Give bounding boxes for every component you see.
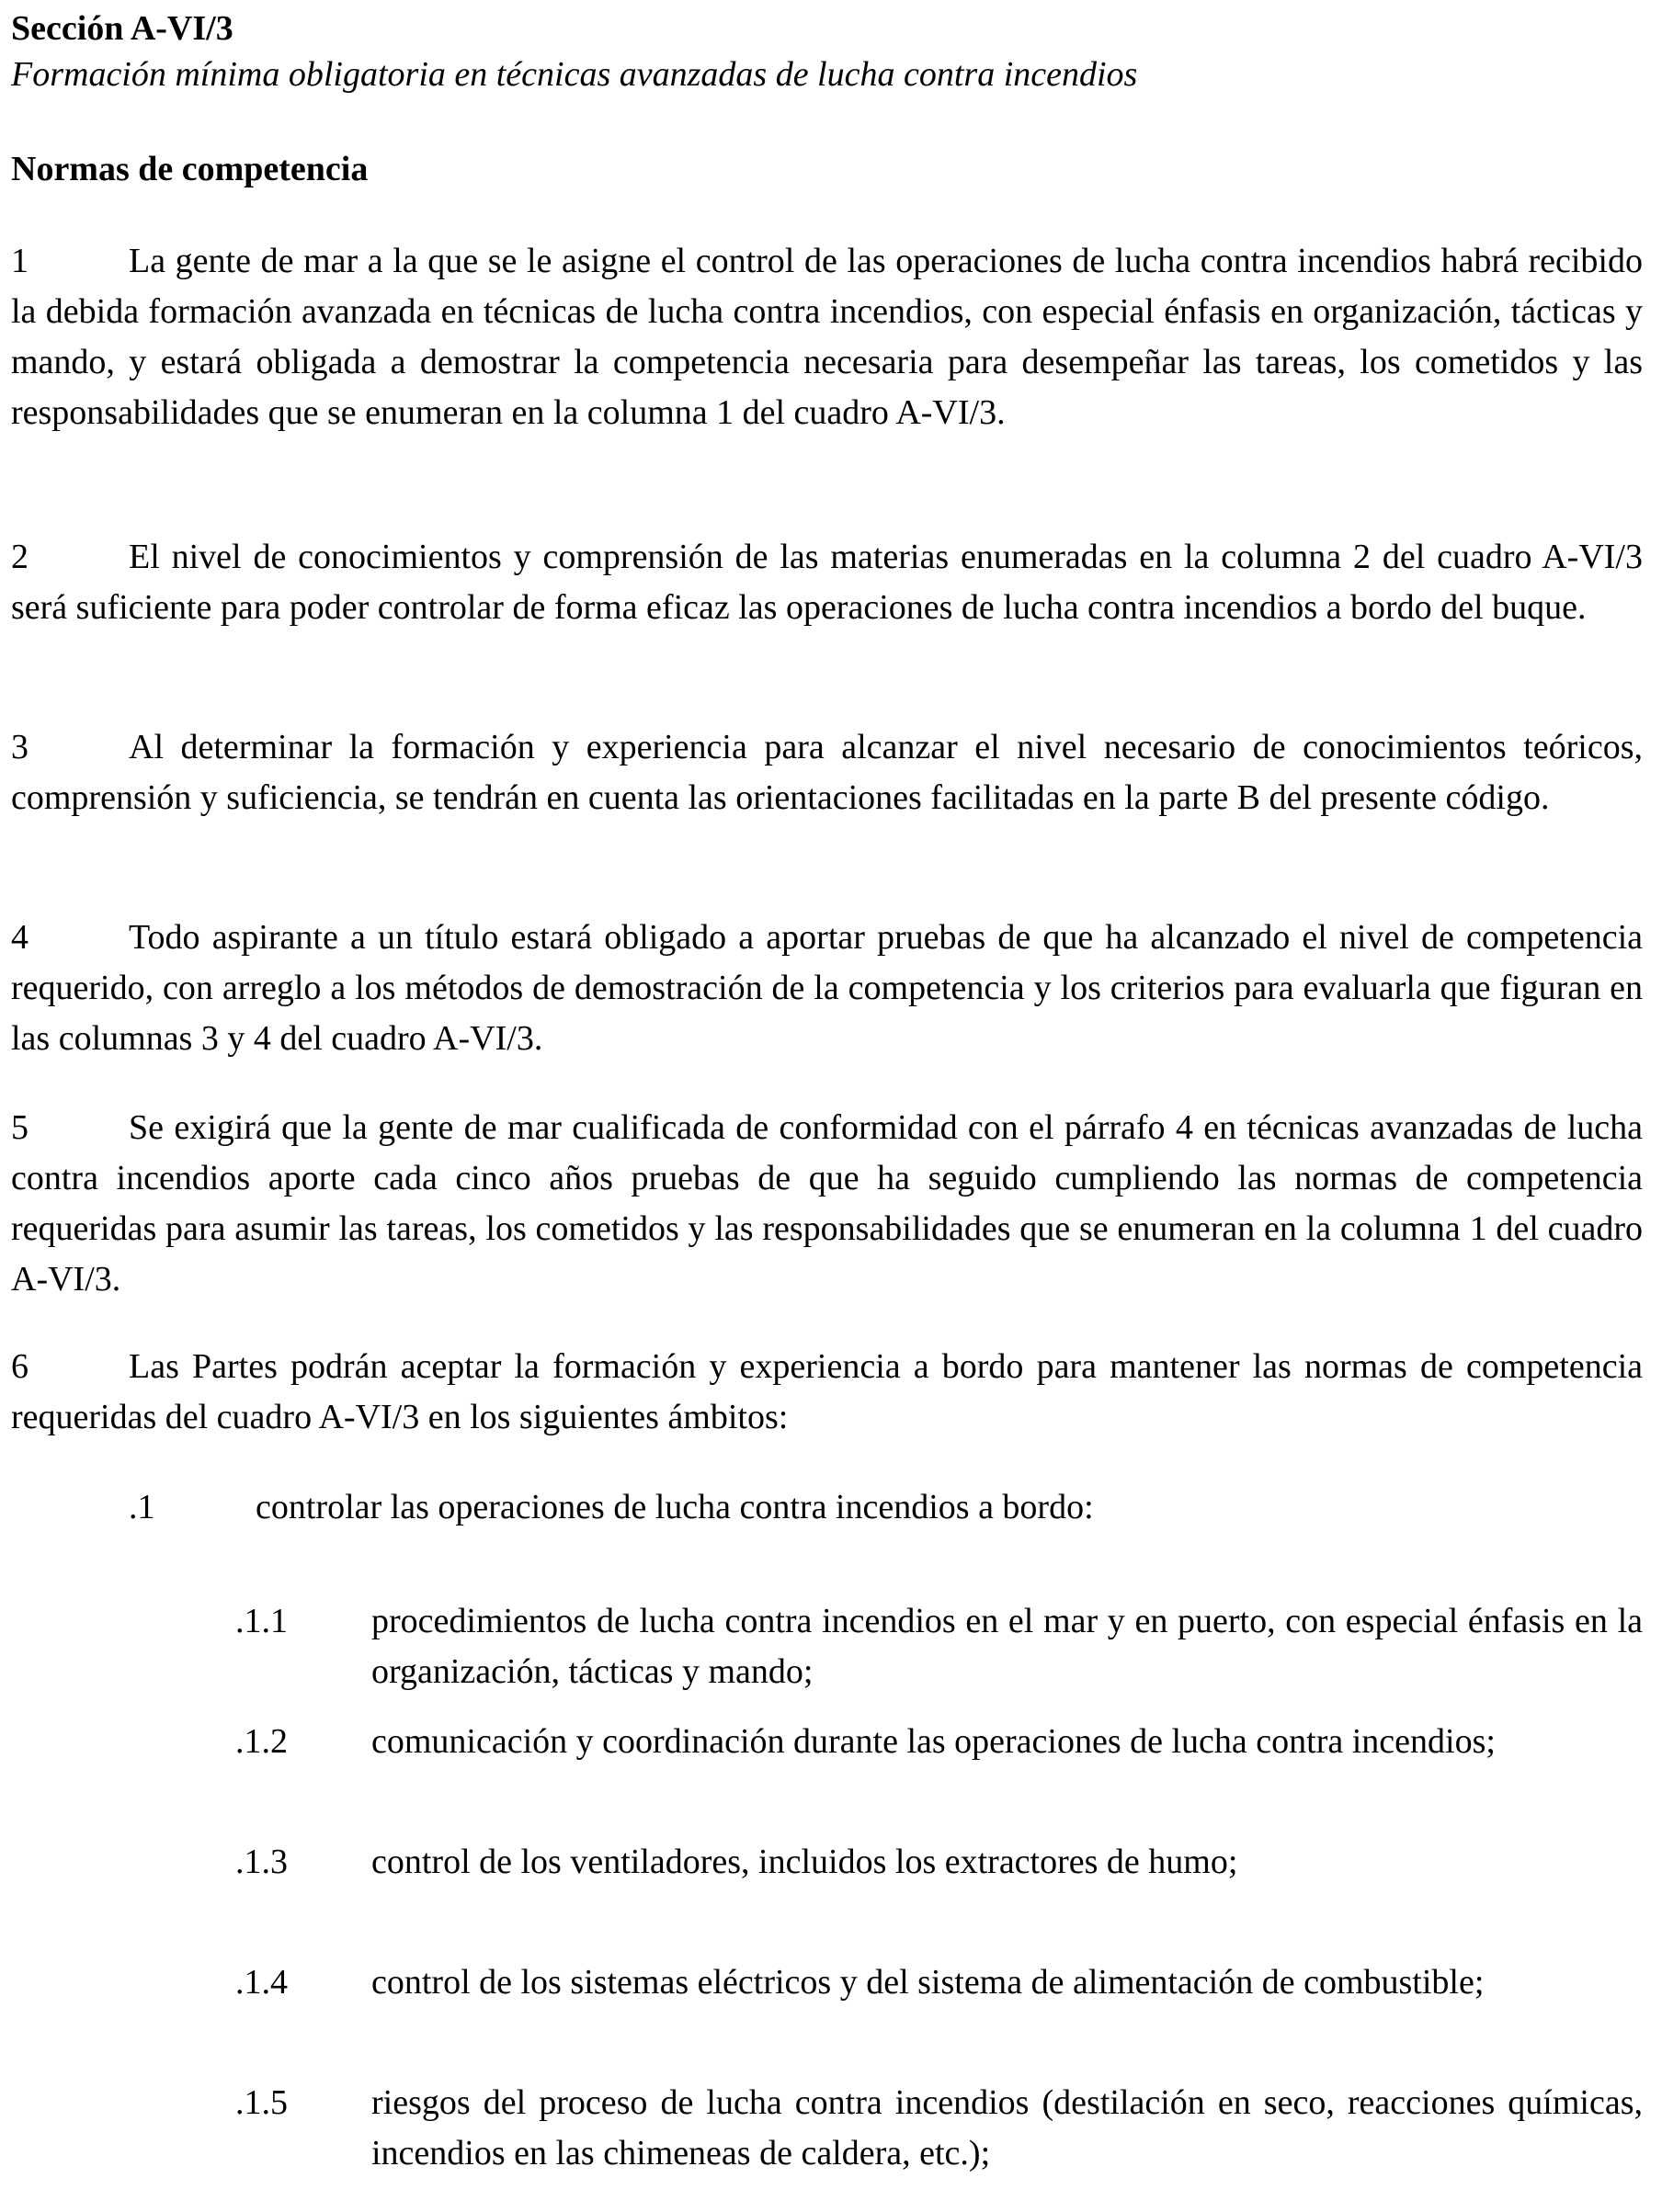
list-item-number: .1	[129, 1488, 155, 1526]
paragraph-text: Se exigirá que la gente de mar cualificada de conformidad con el párrafo 4 en técnicas avanzadas de lucha contra incendios aporte cada cinco años pruebas de que ha seguido cumpliendo las normas de competencia requeridas para asumir las tareas, los cometidos y las responsabilidades que se enumeran en la columna 1 del cuadro A-VI/3.	[11, 1108, 1643, 1299]
paragraph-text: Al determinar la formación y experiencia para alcanzar el nivel necesario de conocimientos teóricos, comprensión y suficiencia, se tendrán en cuenta las orientaciones facilitadas en la parte B del presente código.	[11, 728, 1643, 817]
sub-item-number: .1.1	[235, 1602, 288, 1640]
list-item-text: controlar las operaciones de lucha contra incendios a bordo:	[256, 1488, 1094, 1526]
sub-item-number: .1.5	[235, 2083, 288, 2122]
paragraph-number: 3	[11, 728, 28, 766]
paragraph-3	[11, 722, 1643, 823]
paragraph-2	[11, 532, 1643, 633]
paragraph-number: 5	[11, 1108, 28, 1147]
standards-heading: Normas de competencia	[11, 150, 369, 188]
sub-item-text: control de los ventiladores, incluidos los extractores de humo;	[371, 1843, 1238, 1881]
paragraph-number: 1	[11, 242, 28, 280]
sub-item-1-2	[235, 1717, 1643, 1767]
sub-item-text: control de los sistemas eléctricos y del sistema de alimentación de combustible;	[371, 1963, 1485, 2002]
sub-item-1-3	[235, 1837, 1643, 1888]
sub-item-1-1	[235, 1596, 1643, 1697]
paragraph-4	[11, 913, 1643, 1064]
sub-item-number: .1.4	[235, 1963, 288, 2002]
sub-item-text: comunicación y coordinación durante las operaciones de lucha contra incendios;	[371, 1722, 1496, 1761]
paragraph-text: La gente de mar a la que se le asigne el control de las operaciones de lucha contra incendios habrá recibido la debida formación avanzada en técnicas de lucha contra incendios, con especial énfasis en organización, tácticas y mando, y estará obligada a demostrar la competencia necesaria para desempeñar las tareas, los cometidos y las responsabilidades que se enumeran en la columna 1 del cuadro A-VI/3.	[11, 242, 1643, 432]
paragraph-text: Las Partes podrán aceptar la formación y experiencia a bordo para mantener las normas de competencia requeridas del cuadro A-VI/3 en los siguientes ámbitos:	[11, 1347, 1643, 1436]
sub-item-1-4	[235, 1957, 1643, 2008]
paragraph-number: 4	[11, 918, 28, 957]
list-item-1	[129, 1482, 1643, 1533]
section-subtitle: Formación mínima obligatoria en técnicas avanzadas de lucha contra incendios	[11, 55, 1138, 94]
paragraph-number: 6	[11, 1347, 28, 1386]
sub-item-number: .1.2	[235, 1722, 288, 1761]
section-title: Sección A-VI/3	[11, 9, 233, 48]
paragraph-1	[11, 236, 1643, 438]
paragraph-5	[11, 1103, 1643, 1305]
sub-item-number: .1.3	[235, 1843, 288, 1881]
paragraph-text: El nivel de conocimientos y comprensión de las materias enumeradas en la columna 2 del cuadro A-VI/3 será suficiente para poder controlar de forma eficaz las operaciones de lucha contra incendios a bordo del buque.	[11, 538, 1643, 627]
paragraph-number: 2	[11, 538, 28, 576]
sub-item-text: riesgos del proceso de lucha contra incendios (destilación en seco, reacciones químicas, incendios en las chimeneas de caldera, etc.);	[371, 2083, 1643, 2172]
sub-item-1-5	[235, 2078, 1643, 2179]
paragraph-6	[11, 1342, 1643, 1443]
paragraph-text: Todo aspirante a un título estará obligado a aportar pruebas de que ha alcanzado el nivel de competencia requerido, con arreglo a los métodos de demostración de la competencia y los criterios para evaluarla que figuran en las columnas 3 y 4 del cuadro A-VI/3.	[11, 918, 1643, 1058]
sub-item-text: procedimientos de lucha contra incendios en el mar y en puerto, con especial énfasis en la organización, tácticas y mando;	[371, 1602, 1643, 1691]
